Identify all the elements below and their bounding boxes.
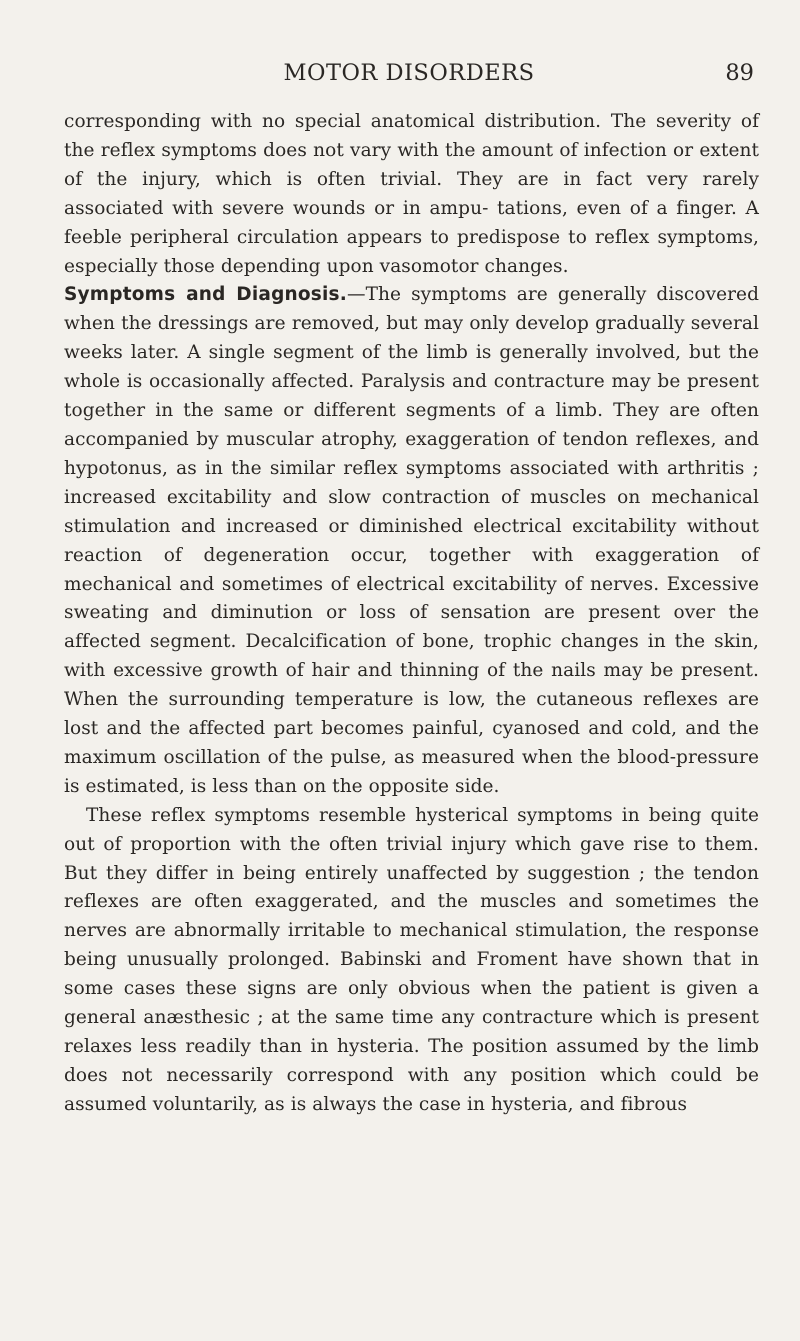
paragraph-text: —The symptoms are generally discovered when the dressings are removed, but may only develop gradually several weeks later. A single segment of the limb is generally involved, but the whole is occasionally affected. Paralysis and contracture may be present together in the same or different segments of a limb. They are often accompanied by muscular atrophy, exaggeration of tendon reflexes, and hypotonus, as in the similar reflex symptoms associated with arthritis ; increased excitability and slow contraction of muscles on mechanical stimulation and increased or diminished electrical excitability without reaction of degeneration occur, together with exaggeration of mechanical and sometimes of electrical excitability of nerves. Excessive sweating and diminution or loss of sensation are present over the affected segment. Decalcification of bone, trophic changes in the skin, with excessive growth of hair and thinning of the nails may be present. When the surrounding temperature is low, the cutaneous reflexes are lost and the affected part becomes painful, cyanosed and cold, and the maximum oscillation of the pulse, as measured when the blood-pressure is estimated, is less than on the opposite side. bbox=[64, 284, 760, 797]
running-title: MOTOR DISORDERS bbox=[283, 60, 535, 86]
body-text bbox=[64, 108, 759, 1120]
paragraph-text: These reflex symptoms resemble hysterical symptoms in being quite out of proportion with the often trivial injury which gave rise to them. But they differ in being entirely unaffected by suggestion ; the tendon reflexes are often exaggerated, and the muscles and sometimes the nerves are abnormally irritable to mechanical stimulation, the response being unusually prolonged. Babinski and Froment have shown that in some cases these signs are only obvious when the patient is given a general anæsthesic ; at the same time any contracture which is present relaxes less readily than in hysteria. The position assumed by the limb does not necessarily correspond with any position which could be assumed voluntarily, as is always the case in hysteria, and fibrous bbox=[64, 804, 759, 1115]
paragraph-symptoms-and-diagnosis bbox=[64, 281, 759, 801]
section-heading: Symptoms and Diagnosis. bbox=[64, 284, 348, 306]
paragraph-hysteria-comparison bbox=[64, 802, 759, 1120]
paragraph-continuation bbox=[64, 108, 759, 281]
page-number: 89 bbox=[725, 60, 754, 86]
running-head bbox=[64, 60, 754, 94]
paragraph-text: corresponding with no special anatomical distribution. The severity of the reflex symptoms does not vary with the amount of infection or extent of the injury, which is often trivial. They are in fact very rarely associated with severe wounds or in ampu- tations, even of a finger. A feeble peripheral circulation appears to predispose to reflex symptoms, especially those depending upon vasomotor changes. bbox=[64, 111, 759, 277]
